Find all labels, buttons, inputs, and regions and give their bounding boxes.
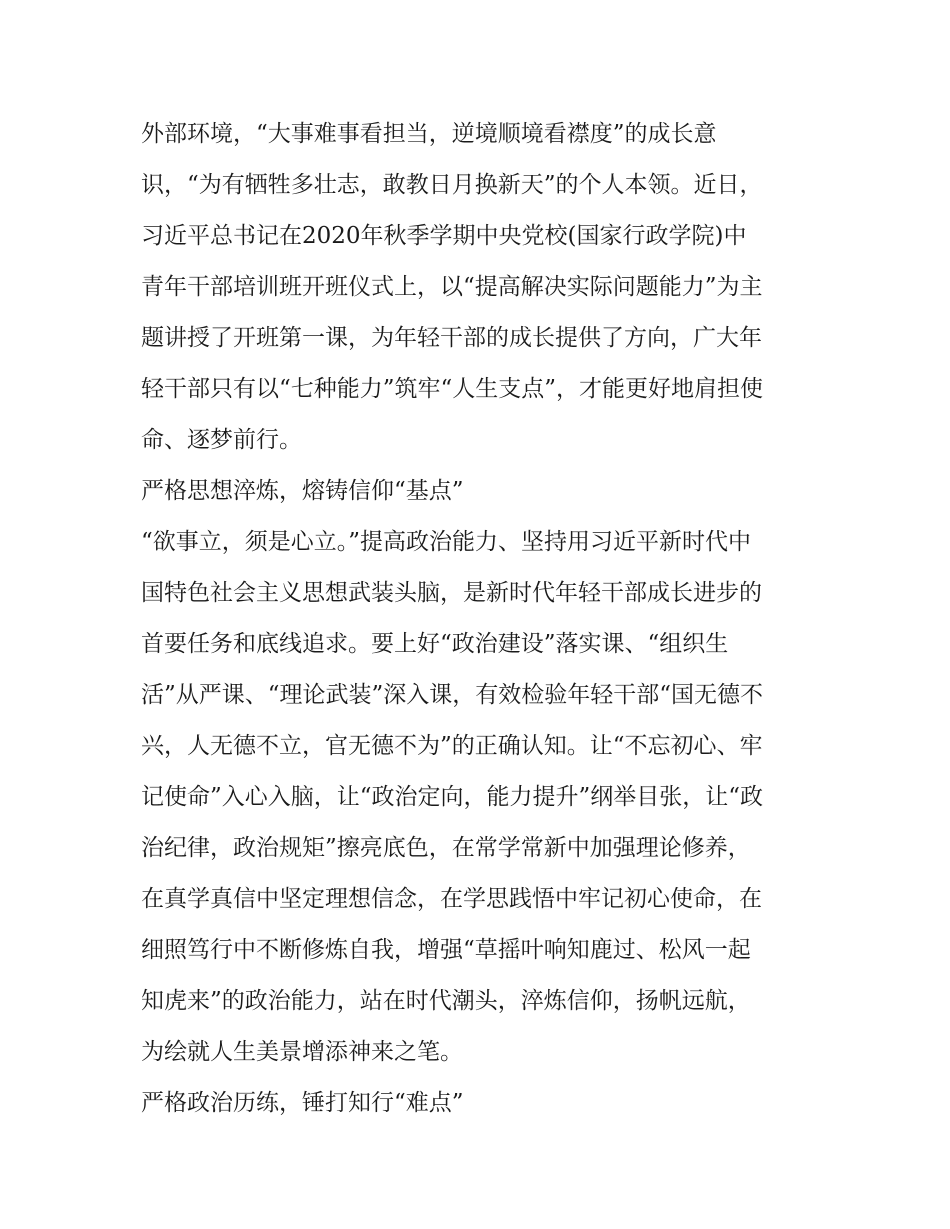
text-line: “欲事立，须是心立。”提高政治能力、坚持用习近平新时代中 [141,529,752,555]
text-line: 在真学真信中坚定理想信念，在学思践悟中牢记初心使命，在 [141,886,762,912]
text-line: 活”从严课、“理论武装”深入课，有效检验年轻干部“国无德不 [141,682,764,708]
text-line: 治纪律，政治规矩”擦亮底色，在常学常新中加强理论修养， [141,835,751,861]
text-line: 外部环境，“大事难事看担当，逆境顺境看襟度”的成长意 [141,121,717,147]
text-line: 知虎来”的政治能力，站在时代潮头，淬炼信仰，扬帆远航， [141,988,751,1014]
text-line: 细照笃行中不断修炼自我，增强“草摇叶响知鹿过、松风一起 [141,937,751,963]
section-heading: 严格政治历练，锤打知行“难点” [141,1090,464,1116]
text-line: 轻干部只有以“七种能力”筑牢“人生支点”，才能更好地肩担使 [141,376,764,402]
text-line: 记使命”入心入脑，让“政治定向，能力提升”纲举目张，让“政 [141,784,764,810]
text-line: 兴，人无德不立，官无德不为”的正确认知。让“不忘初心、牢 [141,733,763,759]
text-line: 为绘就人生美景增添神来之笔。 [141,1039,463,1065]
text-line: 命、逐梦前行。 [141,427,302,453]
text-line: 识，“为有牺牲多壮志，敢教日月换新天”的个人本领。近日， [141,172,763,198]
text-line: 习近平总书记在2020年秋季学期中央党校(国家行政学院)中 [141,223,747,249]
text-line: 国特色社会主义思想武装头脑，是新时代年轻干部成长进步的 [141,580,762,606]
section-heading: 严格思想淬炼，熔铸信仰“基点” [141,478,464,504]
text-line: 首要任务和底线追求。要上好“政治建设”落实课、“组织生 [141,631,729,657]
text-line: 青年干部培训班开班仪式上，以“提高解决实际问题能力”为主 [141,274,763,300]
body-text [141,109,821,1129]
text-line: 题讲授了开班第一课，为年轻干部的成长提供了方向，广大年 [141,325,762,351]
